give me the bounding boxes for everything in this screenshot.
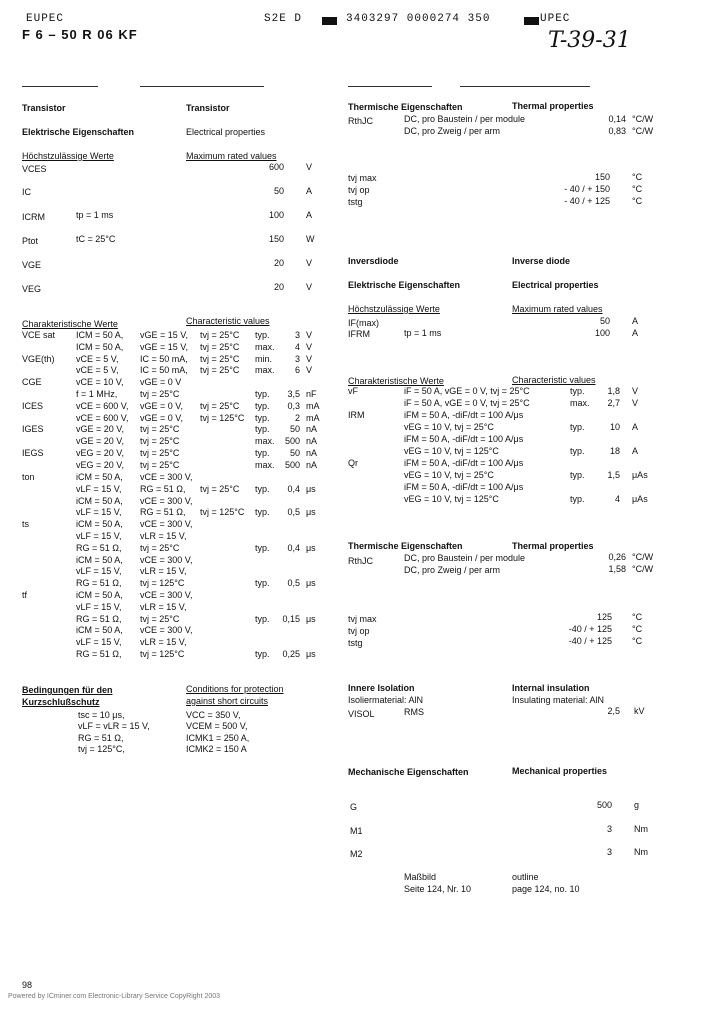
iso-material-en: Insulating material: AlN [512,695,605,705]
char-symbol: VCE sat [22,330,56,340]
diode-elec-de: Elektrische Eigenschaften [348,280,461,290]
elec-props-en: Electrical properties [186,127,266,137]
dmax-value: 100 [594,328,610,338]
sc-title-en-2: against short circuits [186,696,269,706]
sc-title-de-2: Kurzschlußschutz [22,697,100,707]
char-cond-2: IC = 50 mA, [140,365,188,375]
dchar-unit: V [632,386,639,396]
max-condition: tC = 25°C [76,234,116,244]
therm-unit: °C/W [632,126,654,136]
rule [348,86,432,87]
dchar-condition: iFM = 50 A, -diF/dt = 100 A/μs [404,482,524,492]
dchar-qualifier: max. [570,398,590,408]
mech-symbol: M2 [350,849,363,859]
char-cond-1: RG = 51 Ω, [76,578,122,588]
char-cond-2: tvj = 25°C [140,424,180,434]
outline-en-2: page 124, no. 10 [512,884,580,894]
dchar-qualifier: typ. [570,494,585,504]
dchar-condition: vEG = 10 V, tvj = 25°C [404,470,494,480]
max-condition: tp = 1 ms [76,210,114,220]
sc-cond-b: VCEM = 500 V, [186,721,248,731]
char-cond-2: vGE = 0 V, [140,413,183,423]
char-qualifier: typ. [255,614,270,624]
max-symbol: Ptot [22,236,39,246]
char-cond-2: tvj = 25°C [140,389,180,399]
header-code: S2E D [264,13,303,25]
char-cond-3: tvj = 125°C [200,507,245,517]
max-value: 100 [268,210,284,220]
therm-unit: °C/W [632,114,654,124]
mech-value: 3 [606,824,612,834]
char-unit: μs [306,649,316,659]
char-value: 3 [294,330,300,340]
char-cond-2: RG = 51 Ω, [140,507,186,517]
barcode-mark-icon-2 [524,15,539,25]
temp2-value: -40 / + 125 [568,624,612,634]
mech-symbol: M1 [350,826,363,836]
char-cond-1: vEG = 20 V, [76,448,124,458]
mech-unit: Nm [634,824,648,834]
char-symbol: VGE(th) [22,354,55,364]
dchar-value: 1,8 [607,386,620,396]
temp2-unit: °C [632,636,643,646]
char-unit: μs [306,578,316,588]
dchar-unit: A [632,422,639,432]
dchar-unit: A [632,446,639,456]
dchar-condition: iF = 50 A, vGE = 0 V, tvj = 25°C [404,398,530,408]
char-cond-2: tvj = 25°C [140,448,180,458]
max-unit: W [306,234,315,244]
char-cond-2: tvj = 25°C [140,436,180,446]
temp-unit: °C [632,184,643,194]
char-value: 500 [284,436,300,446]
char-cond-2: tvj = 125°C [140,578,185,588]
therm-symbol: RthJC [348,116,374,126]
dmax-symbol: IF(max) [348,318,379,328]
char-cond-3: tvj = 25°C [200,342,240,352]
therm-condition: DC, pro Baustein / per module [404,114,526,124]
char-cond-1: vGE = 20 V, [76,436,124,446]
char-unit: μs [306,507,316,517]
char-qualifier: typ. [255,543,270,553]
char-qualifier: typ. [255,448,270,458]
barcode-mark-icon [322,15,337,25]
char-qualifier: max. [255,460,275,470]
max-unit: A [306,210,313,220]
page-number: 98 [22,980,33,990]
char-cond-2: vLR = 15 V, [140,637,187,647]
diode-therm-de: Thermische Eigenschaften [348,541,463,551]
char-cond-2: vLR = 15 V, [140,566,187,576]
char-cond-1: vLF = 15 V, [76,566,122,576]
char-value: 0,15 [282,614,300,624]
char-value: 50 [289,448,300,458]
therm2-value: 1,58 [608,564,626,574]
char-unit: nF [306,389,317,399]
temp2-unit: °C [632,612,643,622]
char-cond-3: tvj = 25°C [200,365,240,375]
max-value: 20 [273,282,284,292]
mech-value: 500 [596,800,612,810]
diode-char-de: Charakteristische Werte [348,376,444,386]
char-cond-1: vCE = 5 V, [76,354,119,364]
char-cond-1: vGE = 20 V, [76,424,124,434]
char-value: 2 [294,413,300,423]
max-unit: V [306,162,313,172]
max-value: 20 [273,258,284,268]
sc-cond-a: tvj = 125°C, [78,744,125,754]
dmax-unit: A [632,328,639,338]
dchar-qualifier: typ. [570,386,585,396]
diode-char-en: Characteristic values [512,375,596,385]
dchar-value: 2,7 [607,398,620,408]
sc-cond-b: ICMK2 = 150 A [186,744,247,754]
outline-en-1: outline [512,872,539,882]
mech-unit: g [634,800,640,810]
char-qualifier: min. [255,354,273,364]
rule [22,86,98,87]
char-qualifier: max. [255,342,275,352]
char-cond-1: vCE = 5 V, [76,365,119,375]
char-unit: μs [306,484,316,494]
inverse-diode-en: Inverse diode [512,256,571,266]
dchar-unit: V [632,398,639,408]
section-transistor-en: Transistor [186,103,230,113]
char-cond-3: tvj = 25°C [200,330,240,340]
char-cond-2: vGE = 15 V, [140,330,188,340]
char-unit: nA [306,436,318,446]
char-cond-1: vLF = 15 V, [76,602,122,612]
char-qualifier: typ. [255,413,270,423]
char-cond-1: vCE = 600 V, [76,413,129,423]
max-symbol: VCES [22,164,47,174]
char-value: 3,5 [287,389,300,399]
char-cond-2: RG = 51 Ω, [140,484,186,494]
char-unit: nA [306,448,318,458]
max-value: 150 [268,234,284,244]
char-cond-2: vCE = 300 V, [140,519,193,529]
char-cond-2: vLR = 15 V, [140,602,187,612]
iso-value: 2,5 [607,706,620,716]
dchar-value: 10 [609,422,620,432]
diode-elec-en: Electrical properties [512,280,599,290]
mech-title-en: Mechanical properties [512,766,608,776]
char-cond-2: vCE = 300 V, [140,555,193,565]
rule [460,86,590,87]
dmax-condition: tp = 1 ms [404,328,442,338]
char-cond-1: vLF = 15 V, [76,637,122,647]
char-cond-1: vCE = 10 V, [76,377,124,387]
temp2-value: 125 [596,612,612,622]
char-cond-2: vCE = 300 V, [140,496,193,506]
max-symbol: VGE [22,260,42,270]
therm-title-de: Thermische Eigenschaften [348,102,463,112]
dchar-unit: μAs [632,494,648,504]
char-qualifier: typ. [255,578,270,588]
char-cond-2: vCE = 300 V, [140,472,193,482]
iso-title-de: Innere Isolation [348,683,415,693]
char-cond-2: vCE = 300 V, [140,625,193,635]
mech-title-de: Mechanische Eigenschaften [348,767,469,777]
therm-title-en: Thermal properties [512,101,594,111]
sc-cond-a: tsc = 10 μs, [78,710,125,720]
dmax-unit: A [632,316,639,326]
dchar-unit: μAs [632,470,648,480]
therm2-symbol: RthJC [348,556,374,566]
brand-top: EUPEC [26,13,65,25]
sc-cond-a: RG = 51 Ω, [78,733,124,743]
char-value: 0,5 [287,578,300,588]
diode-max-de: Höchstzulässige Werte [348,304,440,314]
dchar-value: 1,5 [607,470,620,480]
char-cond-2: tvj = 125°C [140,649,185,659]
therm2-unit: °C/W [632,552,654,562]
dchar-symbol: Qr [348,458,358,468]
temp2-unit: °C [632,624,643,634]
char-cond-3: tvj = 25°C [200,484,240,494]
rule [140,86,264,87]
mech-unit: Nm [634,847,648,857]
sc-title-en-1: Conditions for protection [186,684,284,694]
char-value: 4 [294,342,300,352]
dchar-qualifier: typ. [570,422,585,432]
temp-symbol: tvj max [348,173,377,183]
char-cond-2: vLR = 15 V, [140,531,187,541]
char-qualifier: typ. [255,389,270,399]
char-cond-1: vCE = 600 V, [76,401,129,411]
dchar-symbol: vF [348,386,358,396]
char-cond-2: vCE = 300 V, [140,590,193,600]
char-cond-1: RG = 51 Ω, [76,649,122,659]
iso-unit: kV [634,706,645,716]
sc-cond-a: vLF = vLR = 15 V, [78,721,150,731]
iso-title-en: Internal insulation [512,683,590,693]
dchar-condition: vEG = 10 V, tvj = 25°C [404,422,494,432]
therm-value: 0,14 [608,114,626,124]
char-cond-2: tvj = 25°C [140,614,180,624]
diode-therm-en: Thermal properties [512,541,594,551]
dchar-value: 4 [614,494,620,504]
char-cond-1: RG = 51 Ω, [76,614,122,624]
char-unit: V [306,365,313,375]
char-value: 500 [284,460,300,470]
char-cond-2: vGE = 15 V, [140,342,188,352]
dchar-condition: iFM = 50 A, -diF/dt = 100 A/μs [404,458,524,468]
sc-title-de-1: Bedingungen für den [22,685,113,695]
char-unit: μs [306,543,316,553]
outline-de-1: Maßbild [404,872,437,882]
char-value: 6 [294,365,300,375]
char-symbol: tf [22,590,28,600]
max-value: 600 [268,162,284,172]
dchar-qualifier: typ. [570,446,585,456]
char-value: 0,4 [287,543,300,553]
char-value: 0,3 [287,401,300,411]
char-cond-2: IC = 50 mA, [140,354,188,364]
handwritten-note: T-39-31 [548,28,631,53]
char-unit: mA [306,401,320,411]
temp-symbol: tvj op [348,185,370,195]
inverse-diode-de: Inversdiode [348,256,399,266]
char-cond-1: iCM = 50 A, [76,555,123,565]
temp2-symbol: tstg [348,638,363,648]
char-cond-1: vLF = 15 V, [76,531,122,541]
sc-cond-b: VCC = 350 V, [186,710,241,720]
temp-unit: °C [632,172,643,182]
diode-max-en: Maximum rated values [512,304,603,314]
char-unit: nA [306,460,318,470]
section-transistor-de: Transistor [22,103,66,113]
mech-symbol: G [350,802,358,812]
temp-unit: °C [632,196,643,206]
dchar-condition: iFM = 50 A, -diF/dt = 100 A/μs [404,434,524,444]
therm2-condition: DC, pro Zweig / per arm [404,565,501,575]
char-qualifier: max. [255,365,275,375]
therm-value: 0,83 [608,126,626,136]
iso-material-de: Isoliermaterial: AlN [348,695,424,705]
part-number: F 6 – 50 R 06 KF [22,27,138,42]
elec-props-de: Elektrische Eigenschaften [22,127,135,137]
therm2-unit: °C/W [632,564,654,574]
char-cond-2: tvj = 25°C [140,460,180,470]
char-qualifier: typ. [255,649,270,659]
max-symbol: VEG [22,284,42,294]
char-cond-1: RG = 51 Ω, [76,543,122,553]
max-unit: A [306,186,313,196]
temp-value: 150 [594,172,610,182]
char-cond-3: tvj = 125°C [200,413,245,423]
char-unit: V [306,342,313,352]
dchar-value: 18 [609,446,620,456]
therm2-value: 0,26 [608,552,626,562]
mech-value: 3 [606,847,612,857]
char-cond-1: iCM = 50 A, [76,625,123,635]
char-value: 0,25 [282,649,300,659]
char-symbol: ICES [22,401,44,411]
char-value: 50 [289,424,300,434]
temp2-symbol: tvj op [348,626,370,636]
char-cond-1: iCM = 50 A, [76,590,123,600]
char-value: 0,5 [287,507,300,517]
char-symbol: IEGS [22,448,44,458]
char-symbol: ton [22,472,35,482]
char-cond-2: vGE = 0 V, [140,401,183,411]
char-value: 0,4 [287,484,300,494]
char-values-en: Characteristic values [186,316,270,326]
char-cond-3: tvj = 25°C [200,354,240,364]
max-values-en: Maximum rated values [186,151,277,161]
temp-value: - 40 / + 125 [564,196,610,206]
temp2-symbol: tvj max [348,614,377,624]
temp2-value: -40 / + 125 [568,636,612,646]
max-values-de: Höchstzulässige Werte [22,151,114,161]
char-unit: nA [306,424,318,434]
sc-cond-b: ICMK1 = 250 A, [186,733,250,743]
dchar-condition: vEG = 10 V, tvj = 125°C [404,446,499,456]
char-qualifier: typ. [255,507,270,517]
therm2-condition: DC, pro Baustein / per module [404,553,526,563]
char-cond-1: iCM = 50 A, [76,472,123,482]
therm-condition: DC, pro Zweig / per arm [404,126,501,136]
max-symbol: IC [22,187,31,197]
barcode-number: 3403297 0000274 350 [346,13,491,25]
temp-symbol: tstg [348,197,363,207]
char-cond-2: vGE = 0 V [140,377,182,387]
max-unit: V [306,282,313,292]
dchar-condition: iF = 50 A, vGE = 0 V, tvj = 25°C [404,386,530,396]
iso-condition: RMS [404,707,424,717]
brand-top-2: UPEC [540,13,571,25]
char-cond-3: tvj = 25°C [200,401,240,411]
char-cond-1: ICM = 50 A, [76,330,124,340]
char-cond-1: vLF = 15 V, [76,507,122,517]
outline-de-2: Seite 124, Nr. 10 [404,884,472,894]
char-unit: μs [306,614,316,624]
char-qualifier: typ. [255,484,270,494]
char-cond-2: tvj = 25°C [140,543,180,553]
max-unit: V [306,258,313,268]
dchar-qualifier: typ. [570,470,585,480]
char-symbol: IGES [22,424,44,434]
char-cond-1: iCM = 50 A, [76,519,123,529]
char-values-de: Charakteristische Werte [22,319,118,329]
max-symbol: ICRM [22,212,45,222]
char-qualifier: typ. [255,424,270,434]
dchar-condition: vEG = 10 V, tvj = 125°C [404,494,499,504]
iso-symbol: VISOL [348,709,375,719]
char-qualifier: typ. [255,330,270,340]
char-cond-1: f = 1 MHz, [76,389,118,399]
char-qualifier: max. [255,436,275,446]
dchar-condition: iFM = 50 A, -diF/dt = 100 A/μs [404,410,524,420]
char-unit: mA [306,413,320,423]
temp-value: - 40 / + 150 [564,184,610,194]
char-cond-1: iCM = 50 A, [76,496,123,506]
char-unit: V [306,330,313,340]
char-cond-1: vLF = 15 V, [76,484,122,494]
char-unit: V [306,354,313,364]
dmax-symbol: IFRM [348,329,370,339]
char-symbol: CGE [22,377,42,387]
char-cond-1: ICM = 50 A, [76,342,124,352]
max-value: 50 [273,186,284,196]
char-cond-1: vEG = 20 V, [76,460,124,470]
dmax-value: 50 [599,316,610,326]
footer-credit: Powered by ICminer.com Electronic-Library Service CopyRight 2003 [8,993,221,1000]
dchar-symbol: IRM [348,410,365,420]
char-symbol: ts [22,519,30,529]
char-value: 3 [294,354,300,364]
char-qualifier: typ. [255,401,270,411]
